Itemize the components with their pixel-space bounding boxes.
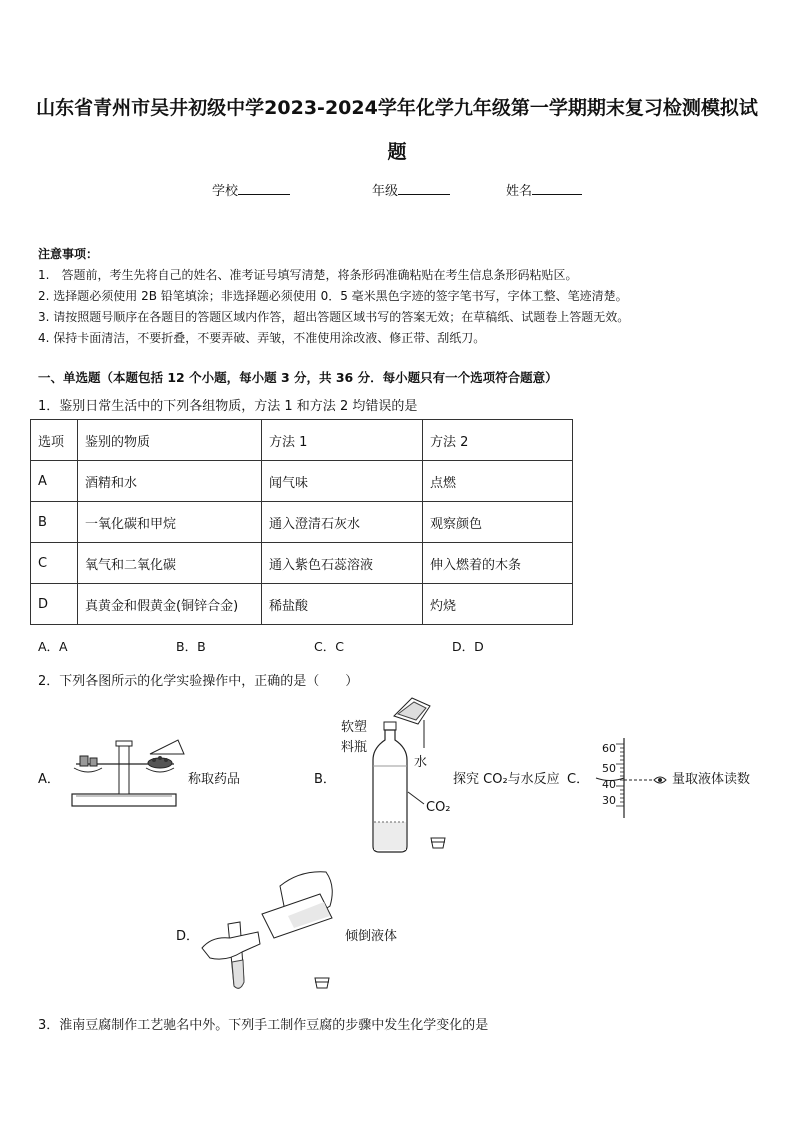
table-row: [31, 584, 573, 625]
q2-option-a-caption: 称取药品: [188, 772, 241, 787]
scale-tick: 30: [602, 794, 616, 807]
note-item: 2. 选择题必须使用 2B 铅笔填涂；非选择题必须使用 0．5 毫米黑色字迹的签字笔书写，字体工整、笔迹清楚。: [38, 289, 628, 303]
q2-option-c-letter[interactable]: C．: [567, 772, 590, 787]
grade-field[interactable]: 年级: [372, 180, 450, 199]
scale-tick: 50: [602, 762, 616, 775]
table-cell: 灼烧: [423, 584, 573, 625]
notes: [38, 244, 758, 349]
table-cell: 真黄金和假黄金(铜锌合金): [78, 584, 262, 625]
q2-option-d-letter[interactable]: D．: [176, 929, 200, 944]
header-cell: 选项: [31, 420, 78, 461]
note-item: 4. 保持卡面清洁，不要折叠，不要弄破、弄皱，不准使用涂改液、修正带、刮纸刀。: [38, 331, 486, 345]
q2-stem: 2．下列各图所示的化学实验操作中，正确的是（ ）: [38, 674, 359, 689]
cylinder-scale: [596, 739, 616, 811]
scale-tick: 60: [602, 742, 616, 755]
title-line-2: 题: [387, 141, 407, 163]
table-cell: 一氧化碳和甲烷: [78, 502, 262, 543]
table-cell: A: [31, 461, 78, 502]
header-cell: 方法 1: [262, 420, 423, 461]
table-cell: 伸入燃着的木条: [423, 543, 573, 584]
bottle-water-label: 水: [414, 755, 428, 770]
table-cell: D: [31, 584, 78, 625]
table-cell: B: [31, 502, 78, 543]
notes-heading: 注意事项：: [38, 247, 99, 261]
q1-option-a[interactable]: A．A: [38, 639, 68, 654]
q1-option-d[interactable]: D．D: [452, 639, 484, 654]
table-cell: 稀盐酸: [262, 584, 423, 625]
bottle-cap-icon: [428, 836, 448, 852]
table-header-row: [31, 420, 573, 461]
table-cell: C: [31, 543, 78, 584]
table-cell: 通入紫色石蕊溶液: [262, 543, 423, 584]
bottle-co2-label: CO₂: [426, 800, 451, 815]
q2-option-c-caption: 量取液体读数: [672, 772, 751, 787]
bottle-label-2: 料瓶: [341, 740, 368, 755]
table-cell: 点燃: [423, 461, 573, 502]
q3-stem: 3．淮南豆腐制作工艺驰名中外。下列手工制作豆腐的步骤中发生化学变化的是: [38, 1018, 489, 1033]
table-row: [31, 502, 573, 543]
bottle-label-1: 软塑: [341, 720, 368, 735]
q2-option-d-caption: 倾倒液体: [345, 929, 398, 944]
table-cell: 氧气和二氧化碳: [78, 543, 262, 584]
q1-option-b[interactable]: B．B: [176, 639, 206, 654]
table-row: [31, 461, 573, 502]
q1-option-c[interactable]: C．C: [314, 639, 344, 654]
page-title: [0, 86, 794, 174]
school-field[interactable]: 学校: [212, 180, 290, 199]
header-cell: 方法 2: [423, 420, 573, 461]
q1-stem: 1．鉴别日常生活中的下列各组物质，方法 1 和方法 2 均错误的是: [38, 399, 418, 414]
table-cell: 酒精和水: [78, 461, 262, 502]
scale-tick: 40: [602, 778, 616, 791]
q1-table: [30, 419, 573, 625]
note-item: 1. 答题前，考生先将自己的姓名、准考证号填写清楚，将条形码准确粘贴在考生信息条形码粘贴区。: [38, 268, 578, 282]
section-heading: 一、单选题（本题包括 12 个小题，每小题 3 分，共 36 分．每小题只有一个选项符合题意）: [38, 370, 558, 385]
balance-figure: [66, 736, 186, 814]
table-cell: 通入澄清石灰水: [262, 502, 423, 543]
table-cell: 观察颜色: [423, 502, 573, 543]
header-cell: 鉴别的物质: [78, 420, 262, 461]
q2-option-b-caption: 探究 CO₂与水反应: [453, 772, 560, 787]
note-item: 3. 请按照题号顺序在各题目的答题区域内作答，超出答题区域书写的答案无效；在草稿纸、试题卷上答题无效。: [38, 310, 630, 324]
name-field[interactable]: 姓名: [506, 180, 582, 199]
plastic-bottle-figure: [368, 696, 448, 856]
stopper-icon: [312, 976, 332, 992]
q2-option-a-letter[interactable]: A．: [38, 772, 60, 787]
q2-option-b-letter[interactable]: B．: [314, 772, 336, 787]
title-line-1: 山东省青州市吴井初级中学2023-2024学年化学九年级第一学期期末复习检测模拟试: [36, 97, 758, 119]
table-cell: 闻气味: [262, 461, 423, 502]
table-row: [31, 543, 573, 584]
